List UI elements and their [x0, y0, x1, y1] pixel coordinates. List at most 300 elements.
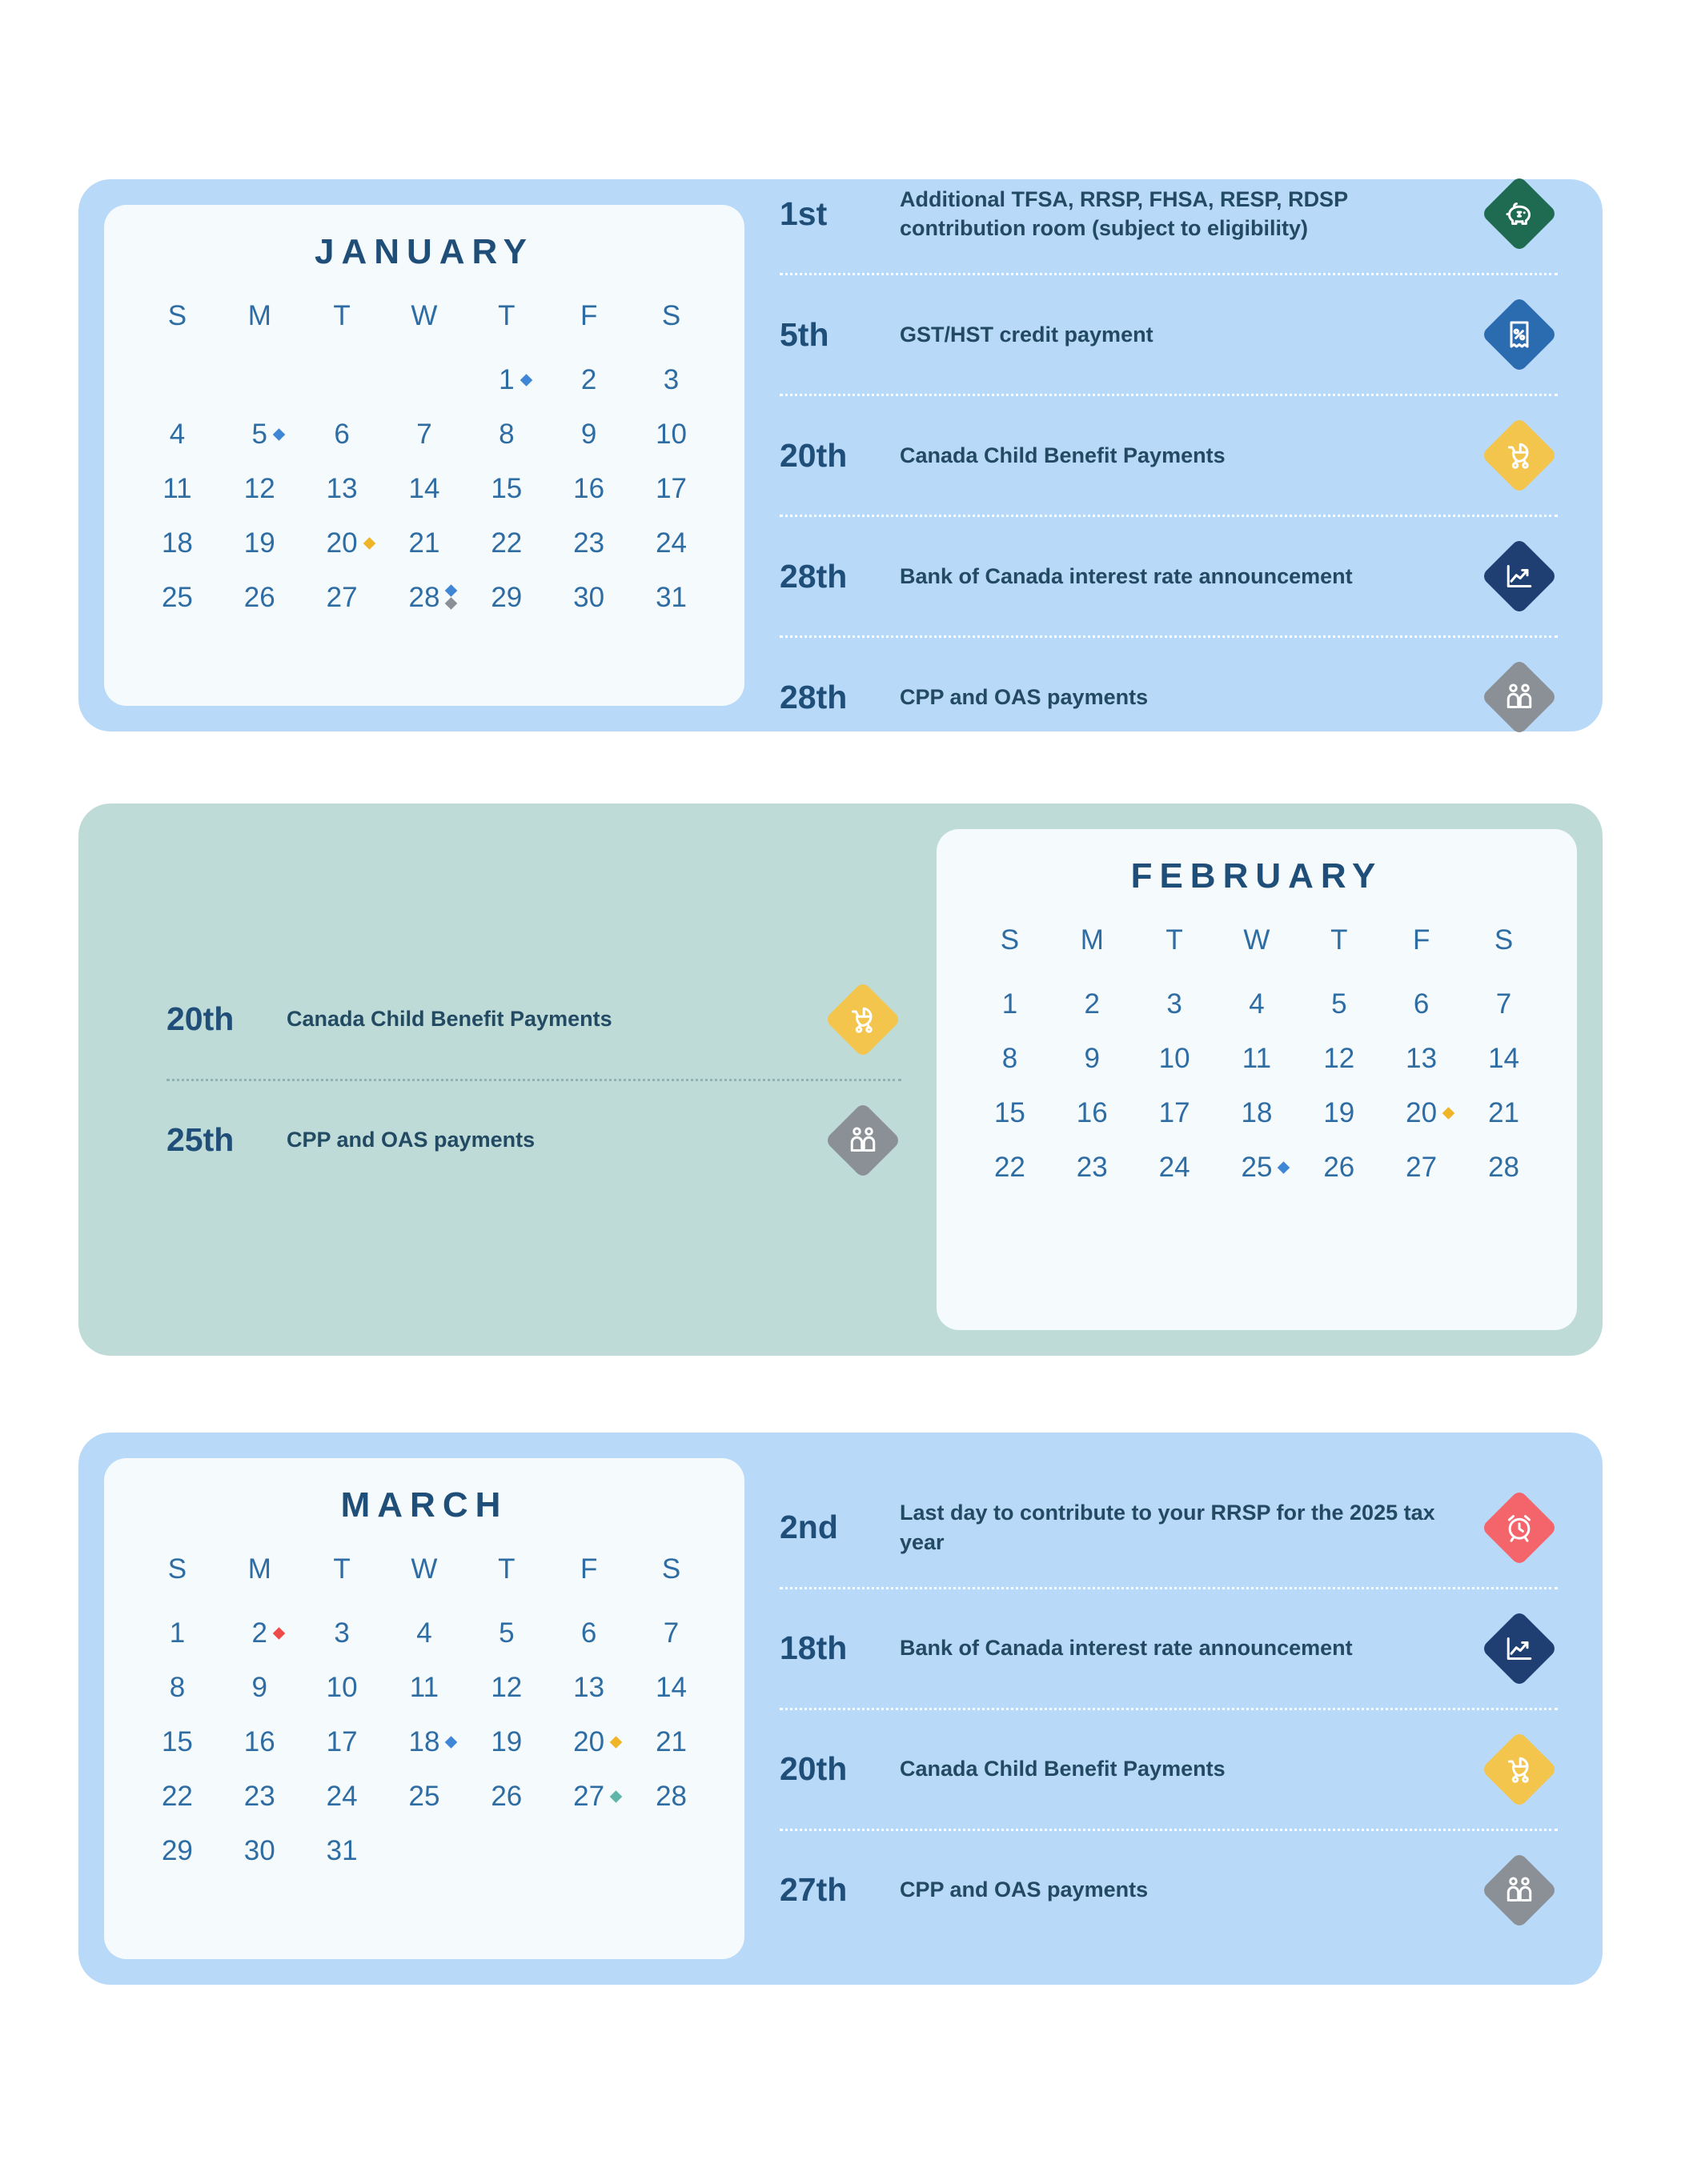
calendar-day-number: 15 [161, 1726, 193, 1757]
calendar-grid-march [136, 1553, 712, 1878]
calendar-day [136, 571, 219, 625]
events-list-march [744, 1433, 1603, 1985]
calendar-day [301, 1715, 383, 1769]
calendar-day [1462, 1140, 1545, 1195]
calendar-day-number: 7 [1495, 988, 1512, 1020]
calendar-day-number: 21 [656, 1726, 687, 1757]
calendar-day [1133, 1086, 1216, 1140]
calendar-day [219, 571, 301, 625]
day-marker-dot [445, 597, 458, 610]
weekday-header: M [1080, 924, 1104, 956]
calendar-day [301, 516, 383, 571]
event-icon-container [1481, 175, 1558, 252]
calendar-day [465, 1661, 548, 1715]
event-icon-container [1481, 296, 1558, 373]
calendar-day [548, 1715, 630, 1769]
calendar-day [548, 1606, 630, 1661]
calendar-week-row [136, 571, 712, 625]
weekday-header: W [1243, 924, 1270, 956]
calendar-day [630, 407, 712, 462]
event-icon-container [1481, 659, 1558, 735]
calendar-day-number: 26 [1323, 1152, 1355, 1183]
calendar-day-number: 2 [252, 1617, 267, 1649]
calendar-day [548, 353, 630, 407]
calendar-week-row [136, 1606, 712, 1661]
calendar-grid-january [136, 299, 712, 625]
calendar-day-number: 10 [326, 1672, 358, 1703]
event-description: Bank of Canada interest rate announcement [900, 1636, 1353, 1661]
calendar-day-number: 15 [491, 473, 523, 504]
calendar-day [1051, 1086, 1133, 1140]
weekday-header: T [498, 300, 516, 331]
calendar-day [301, 1661, 383, 1715]
calendar-day [465, 516, 548, 571]
calendar-day-number: 2 [1084, 988, 1100, 1020]
calendar-day [465, 1769, 548, 1824]
calendar-day [383, 1661, 466, 1715]
calendar-day [548, 407, 630, 462]
calendar-day [301, 462, 383, 516]
calendar-day [1298, 1140, 1380, 1195]
calendar-day-number: 3 [1166, 988, 1182, 1020]
calendar-day-number: 20 [573, 1726, 604, 1758]
calendar-day-number: 14 [656, 1672, 687, 1703]
calendar-day [1298, 1032, 1380, 1086]
calendar-week-row [136, 516, 712, 571]
calendar-day-empty [383, 353, 466, 407]
calendar-day-number: 22 [161, 1781, 193, 1812]
weekday-header-row [136, 1553, 712, 1606]
weekday-header: F [580, 1553, 598, 1585]
calendar-day [383, 1715, 466, 1769]
calendar-day-number: 22 [491, 527, 523, 559]
calendar-body [136, 1606, 712, 1878]
calendar-day-number: 6 [580, 1617, 597, 1649]
seniors-icon [1481, 1851, 1558, 1928]
calendar-day-number: 11 [162, 473, 192, 504]
calendar-day [1462, 1086, 1545, 1140]
calendar-day [630, 353, 712, 407]
calendar-day [383, 407, 466, 462]
calendar-week-row [136, 407, 712, 462]
day-marker-dot [610, 1790, 623, 1803]
calendar-day-number: 15 [993, 1097, 1025, 1128]
calendar-day [969, 1086, 1051, 1140]
calendar-week-row [136, 353, 712, 407]
event-day: 18th [780, 1629, 848, 1666]
event-description: GST/HST credit payment [900, 322, 1153, 347]
calendar-day-number: 17 [1158, 1097, 1190, 1128]
calendar-day [136, 1769, 219, 1824]
calendar-day [136, 462, 219, 516]
event-day: 27th [780, 1871, 848, 1908]
calendar-body [136, 353, 712, 625]
weekday-header: S [661, 1553, 681, 1585]
calendar-day-number: 21 [408, 527, 440, 559]
event-day: 2nd [780, 1509, 838, 1545]
calendar-day-number: 9 [251, 1672, 267, 1703]
calendar-day-number: 1 [169, 1617, 186, 1649]
weekday-header: W [411, 300, 438, 331]
calendar-day [630, 1606, 712, 1661]
calendar-day [969, 977, 1051, 1032]
calendar-day-number: 22 [993, 1152, 1025, 1183]
calendar-day-number: 14 [408, 473, 440, 504]
calendar-day [465, 462, 548, 516]
weekday-header: M [247, 1553, 271, 1585]
calendar-day [1216, 1086, 1298, 1140]
weekday-header: W [411, 1553, 438, 1585]
event-icon-container [824, 981, 901, 1058]
calendar-day [383, 1606, 466, 1661]
calendar-day [630, 1715, 712, 1769]
calendar-day [465, 353, 548, 407]
calendar-day [1216, 977, 1298, 1032]
calendar-day-number: 10 [1158, 1043, 1190, 1074]
event-day: 20th [166, 1000, 235, 1037]
calendar-day [1462, 977, 1545, 1032]
chart-up-icon [1481, 538, 1558, 615]
calendar-day-number: 12 [1323, 1043, 1355, 1074]
calendar-day-number: 30 [243, 1835, 275, 1866]
calendar-day-number: 6 [1413, 988, 1430, 1020]
calendar-day-number: 11 [1242, 1043, 1272, 1074]
weekday-header: F [580, 300, 598, 331]
calendar-day-empty [383, 1824, 466, 1878]
day-marker-dot [1278, 1161, 1290, 1174]
month-title-march: MARCH [340, 1485, 508, 1525]
calendar-day-number: 8 [499, 419, 515, 450]
calendar-day [548, 462, 630, 516]
calendar-day [1216, 1140, 1298, 1195]
day-marker-dot [363, 537, 375, 550]
calendar-day [383, 1769, 466, 1824]
seniors-icon [1481, 659, 1558, 735]
calendar-day-number: 17 [656, 473, 687, 504]
month-card-february [78, 803, 1603, 1356]
event-day: 1st [780, 194, 828, 232]
event-icon-container [1481, 1731, 1558, 1808]
calendar-day-number: 24 [1158, 1152, 1190, 1183]
calendar-grid-february [969, 924, 1545, 1195]
event-row[interactable] [780, 1587, 1558, 1708]
calendar-week-row [136, 462, 712, 516]
chart-up-icon [1481, 1609, 1558, 1686]
calendar-day-empty [548, 1824, 630, 1878]
month-card-march [78, 1433, 1603, 1985]
calendar-day [1051, 1032, 1133, 1086]
calendar-day [1380, 977, 1462, 1032]
events-list-january [744, 179, 1603, 731]
calendar-day [548, 571, 630, 625]
weekday-header: S [167, 300, 187, 331]
calendar-day [301, 407, 383, 462]
calendar-day [1133, 977, 1216, 1032]
calendar-day [219, 1769, 301, 1824]
calendar-day [219, 1824, 301, 1878]
calendar-day [301, 1769, 383, 1824]
weekday-header-row [136, 299, 712, 353]
calendar-day-number: 9 [580, 419, 597, 450]
event-row[interactable] [780, 1469, 1558, 1587]
weekday-header: F [1412, 924, 1430, 956]
calendar-day-number: 26 [243, 582, 275, 613]
calendar-day [136, 1715, 219, 1769]
calendar-day-number: 4 [416, 1617, 432, 1649]
event-icon-container [1481, 1610, 1558, 1687]
calendar-day-empty [219, 353, 301, 407]
calendar-week-row [136, 1769, 712, 1824]
calendar-week-row [969, 1140, 1545, 1195]
day-marker-dot [445, 584, 458, 597]
calendar-day [219, 1715, 301, 1769]
event-icon-container [824, 1102, 901, 1179]
weekday-header: T [333, 1553, 351, 1585]
calendar-day-number: 13 [573, 1672, 605, 1703]
calendar-day-number: 16 [243, 1726, 275, 1757]
event-description: Bank of Canada interest rate announcement [900, 563, 1353, 588]
weekday-header: T [333, 300, 351, 331]
calendar-day-number: 23 [1076, 1152, 1108, 1183]
calendar-day-number: 5 [252, 419, 267, 451]
calendar-day [383, 462, 466, 516]
event-row[interactable] [780, 515, 1558, 635]
calendar-day-number: 2 [580, 364, 597, 395]
calendar-day-number: 16 [573, 473, 605, 504]
event-row[interactable] [780, 154, 1558, 273]
calendar-day-number: 3 [334, 1617, 350, 1649]
calendar-day [301, 1606, 383, 1661]
calendar-day-number: 27 [573, 1781, 604, 1813]
calendar-day-number: 14 [1488, 1043, 1519, 1074]
calendar-day-number: 8 [1001, 1043, 1018, 1074]
calendar-day-number: 24 [326, 1781, 358, 1812]
calendar-day [219, 1606, 301, 1661]
calendar-week-row [136, 1824, 712, 1878]
calendar-body [969, 977, 1545, 1195]
calendar-day-number: 29 [491, 582, 523, 613]
month-card-january [78, 179, 1603, 731]
event-day: 20th [780, 1750, 848, 1787]
event-row[interactable] [780, 1829, 1558, 1950]
day-marker-dot [273, 1627, 286, 1640]
event-row[interactable] [780, 273, 1558, 394]
calendar-day-number: 1 [499, 364, 514, 396]
stroller-icon [1481, 417, 1558, 494]
calendar-day [219, 1661, 301, 1715]
calendar-week-row [969, 1032, 1545, 1086]
calendar-day-number: 11 [409, 1672, 439, 1703]
calendar-day [1051, 1140, 1133, 1195]
calendar-day [219, 516, 301, 571]
calendar-day [383, 516, 466, 571]
calendar-day-empty [465, 1824, 548, 1878]
event-icon-container [1481, 417, 1558, 494]
weekday-header: S [1494, 924, 1514, 956]
day-marker-dot [445, 1736, 458, 1749]
calendar-day-number: 18 [1241, 1097, 1273, 1128]
weekday-header: S [167, 1553, 187, 1585]
calendar-day-number: 9 [1084, 1043, 1100, 1074]
calendar-day [383, 571, 466, 625]
alarm-clock-icon [1481, 1489, 1558, 1565]
calendar-day-number: 31 [656, 582, 687, 613]
day-marker-dot [520, 374, 532, 387]
calendar-day-number: 8 [169, 1672, 186, 1703]
calendar-day-number: 20 [327, 527, 358, 559]
calendar-day [465, 1606, 548, 1661]
calendar-day [301, 1824, 383, 1878]
calendar-day-number: 1 [1001, 988, 1018, 1020]
calendar-day-empty [630, 1824, 712, 1878]
event-description: Canada Child Benefit Payments [900, 443, 1226, 467]
event-description: Last day to contribute to your RRSP for the 2025 tax year [900, 1501, 1435, 1554]
calendar-day-number: 13 [326, 473, 358, 504]
event-day: 20th [780, 436, 848, 474]
calendar-day [1298, 977, 1380, 1032]
calendar-day [548, 516, 630, 571]
calendar-day [1133, 1140, 1216, 1195]
events-list-february [78, 803, 937, 1356]
calendar-panel-january [104, 205, 744, 706]
calendar-day-number: 18 [161, 527, 193, 559]
calendar-day-number: 28 [1488, 1152, 1519, 1183]
calendar-day [1380, 1086, 1462, 1140]
calendar-day [219, 407, 301, 462]
day-marker-dot [610, 1736, 623, 1749]
calendar-week-row [969, 1086, 1545, 1140]
calendar-day-number: 4 [169, 419, 186, 450]
calendar-day-number: 19 [1323, 1097, 1355, 1128]
calendar-day [969, 1032, 1051, 1086]
event-description: Additional TFSA, RRSP, FHSA, RESP, RDSP contribution room (subject to eligibility) [900, 186, 1348, 240]
calendar-week-row [969, 977, 1545, 1032]
weekday-header: T [498, 1553, 516, 1585]
event-description: Canada Child Benefit Payments [287, 1007, 612, 1032]
weekday-header: T [1330, 924, 1348, 956]
calendar-day-number: 18 [408, 1726, 439, 1758]
calendar-day [136, 407, 219, 462]
calendar-day [136, 1606, 219, 1661]
calendar-day-number: 4 [1249, 988, 1265, 1020]
calendar-day-number: 7 [663, 1617, 680, 1649]
calendar-day [630, 571, 712, 625]
receipt-percent-icon [1481, 296, 1558, 373]
calendar-day-number: 16 [1076, 1097, 1108, 1128]
calendar-day [301, 571, 383, 625]
calendar-day-number: 23 [243, 1781, 275, 1812]
event-icon-container [1481, 538, 1558, 615]
event-row[interactable] [166, 1079, 901, 1200]
event-icon-container [1481, 1852, 1558, 1929]
weekday-header: S [1000, 924, 1020, 956]
calendar-day-number: 5 [1331, 988, 1347, 1020]
calendar-day [630, 1769, 712, 1824]
piggy-bank-icon [1481, 175, 1558, 252]
calendar-day [1462, 1032, 1545, 1086]
calendar-day [1216, 1032, 1298, 1086]
event-row[interactable] [780, 635, 1558, 756]
calendar-day-number: 25 [161, 582, 193, 613]
calendar-day-number: 25 [1241, 1152, 1272, 1184]
event-icon-container [1481, 1489, 1558, 1566]
calendar-day [465, 1715, 548, 1769]
calendar-panel-february [937, 829, 1577, 1330]
calendar-day-number: 28 [408, 582, 439, 614]
month-title-january: JANUARY [314, 232, 535, 271]
event-day: 25th [166, 1121, 235, 1158]
event-day: 28th [780, 557, 848, 595]
event-row[interactable] [780, 394, 1558, 515]
calendar-day-number: 24 [656, 527, 687, 559]
calendar-day-empty [136, 353, 219, 407]
calendar-day-number: 29 [161, 1835, 193, 1866]
event-row[interactable] [166, 960, 901, 1079]
calendar-day-number: 31 [326, 1835, 358, 1866]
calendar-day [465, 407, 548, 462]
calendar-day-number: 17 [326, 1726, 358, 1757]
calendar-day-number: 5 [499, 1617, 515, 1649]
calendar-day [1298, 1086, 1380, 1140]
month-title-february: FEBRUARY [1130, 856, 1383, 896]
event-day: 28th [780, 678, 848, 715]
calendar-day-number: 19 [243, 527, 275, 559]
day-marker-dot [273, 428, 286, 441]
calendar-day-number: 28 [656, 1781, 687, 1812]
event-row[interactable] [780, 1708, 1558, 1829]
event-description: Canada Child Benefit Payments [900, 1757, 1226, 1781]
stroller-icon [824, 980, 901, 1057]
seniors-icon [824, 1101, 901, 1178]
calendar-day [465, 571, 548, 625]
calendar-day-number: 12 [491, 1672, 523, 1703]
event-description: CPP and OAS payments [287, 1128, 536, 1152]
event-description: CPP and OAS payments [900, 1877, 1149, 1902]
calendar-day-number: 27 [1406, 1152, 1438, 1183]
weekday-header: T [1165, 924, 1183, 956]
calendar-day-empty [301, 353, 383, 407]
calendar-day-number: 6 [334, 419, 350, 450]
calendar-day [136, 1661, 219, 1715]
calendar-day [630, 462, 712, 516]
calendar-day [136, 1824, 219, 1878]
calendar-day [630, 516, 712, 571]
calendar-panel-march [104, 1458, 744, 1959]
calendar-day-number: 21 [1488, 1097, 1519, 1128]
calendar-day-number: 23 [573, 527, 605, 559]
calendar-day [1051, 977, 1133, 1032]
calendar-day-number: 27 [326, 582, 358, 613]
calendar-day [136, 516, 219, 571]
calendar-day-number: 20 [1406, 1097, 1437, 1129]
calendar-day [1380, 1140, 1462, 1195]
calendar-week-row [136, 1661, 712, 1715]
calendar-day [1380, 1032, 1462, 1086]
calendar-day-number: 7 [416, 419, 432, 450]
calendar-day-number: 13 [1406, 1043, 1438, 1074]
day-marker-dot [1442, 1107, 1455, 1120]
calendar-day [548, 1769, 630, 1824]
calendar-day-number: 19 [491, 1726, 523, 1757]
calendar-week-row [136, 1715, 712, 1769]
calendar-day [969, 1140, 1051, 1195]
calendar-day-number: 26 [491, 1781, 523, 1812]
weekday-header-row [969, 924, 1545, 977]
calendar-day [630, 1661, 712, 1715]
weekday-header: M [247, 300, 271, 331]
calendar-day-number: 25 [408, 1781, 440, 1812]
stroller-icon [1481, 1730, 1558, 1807]
